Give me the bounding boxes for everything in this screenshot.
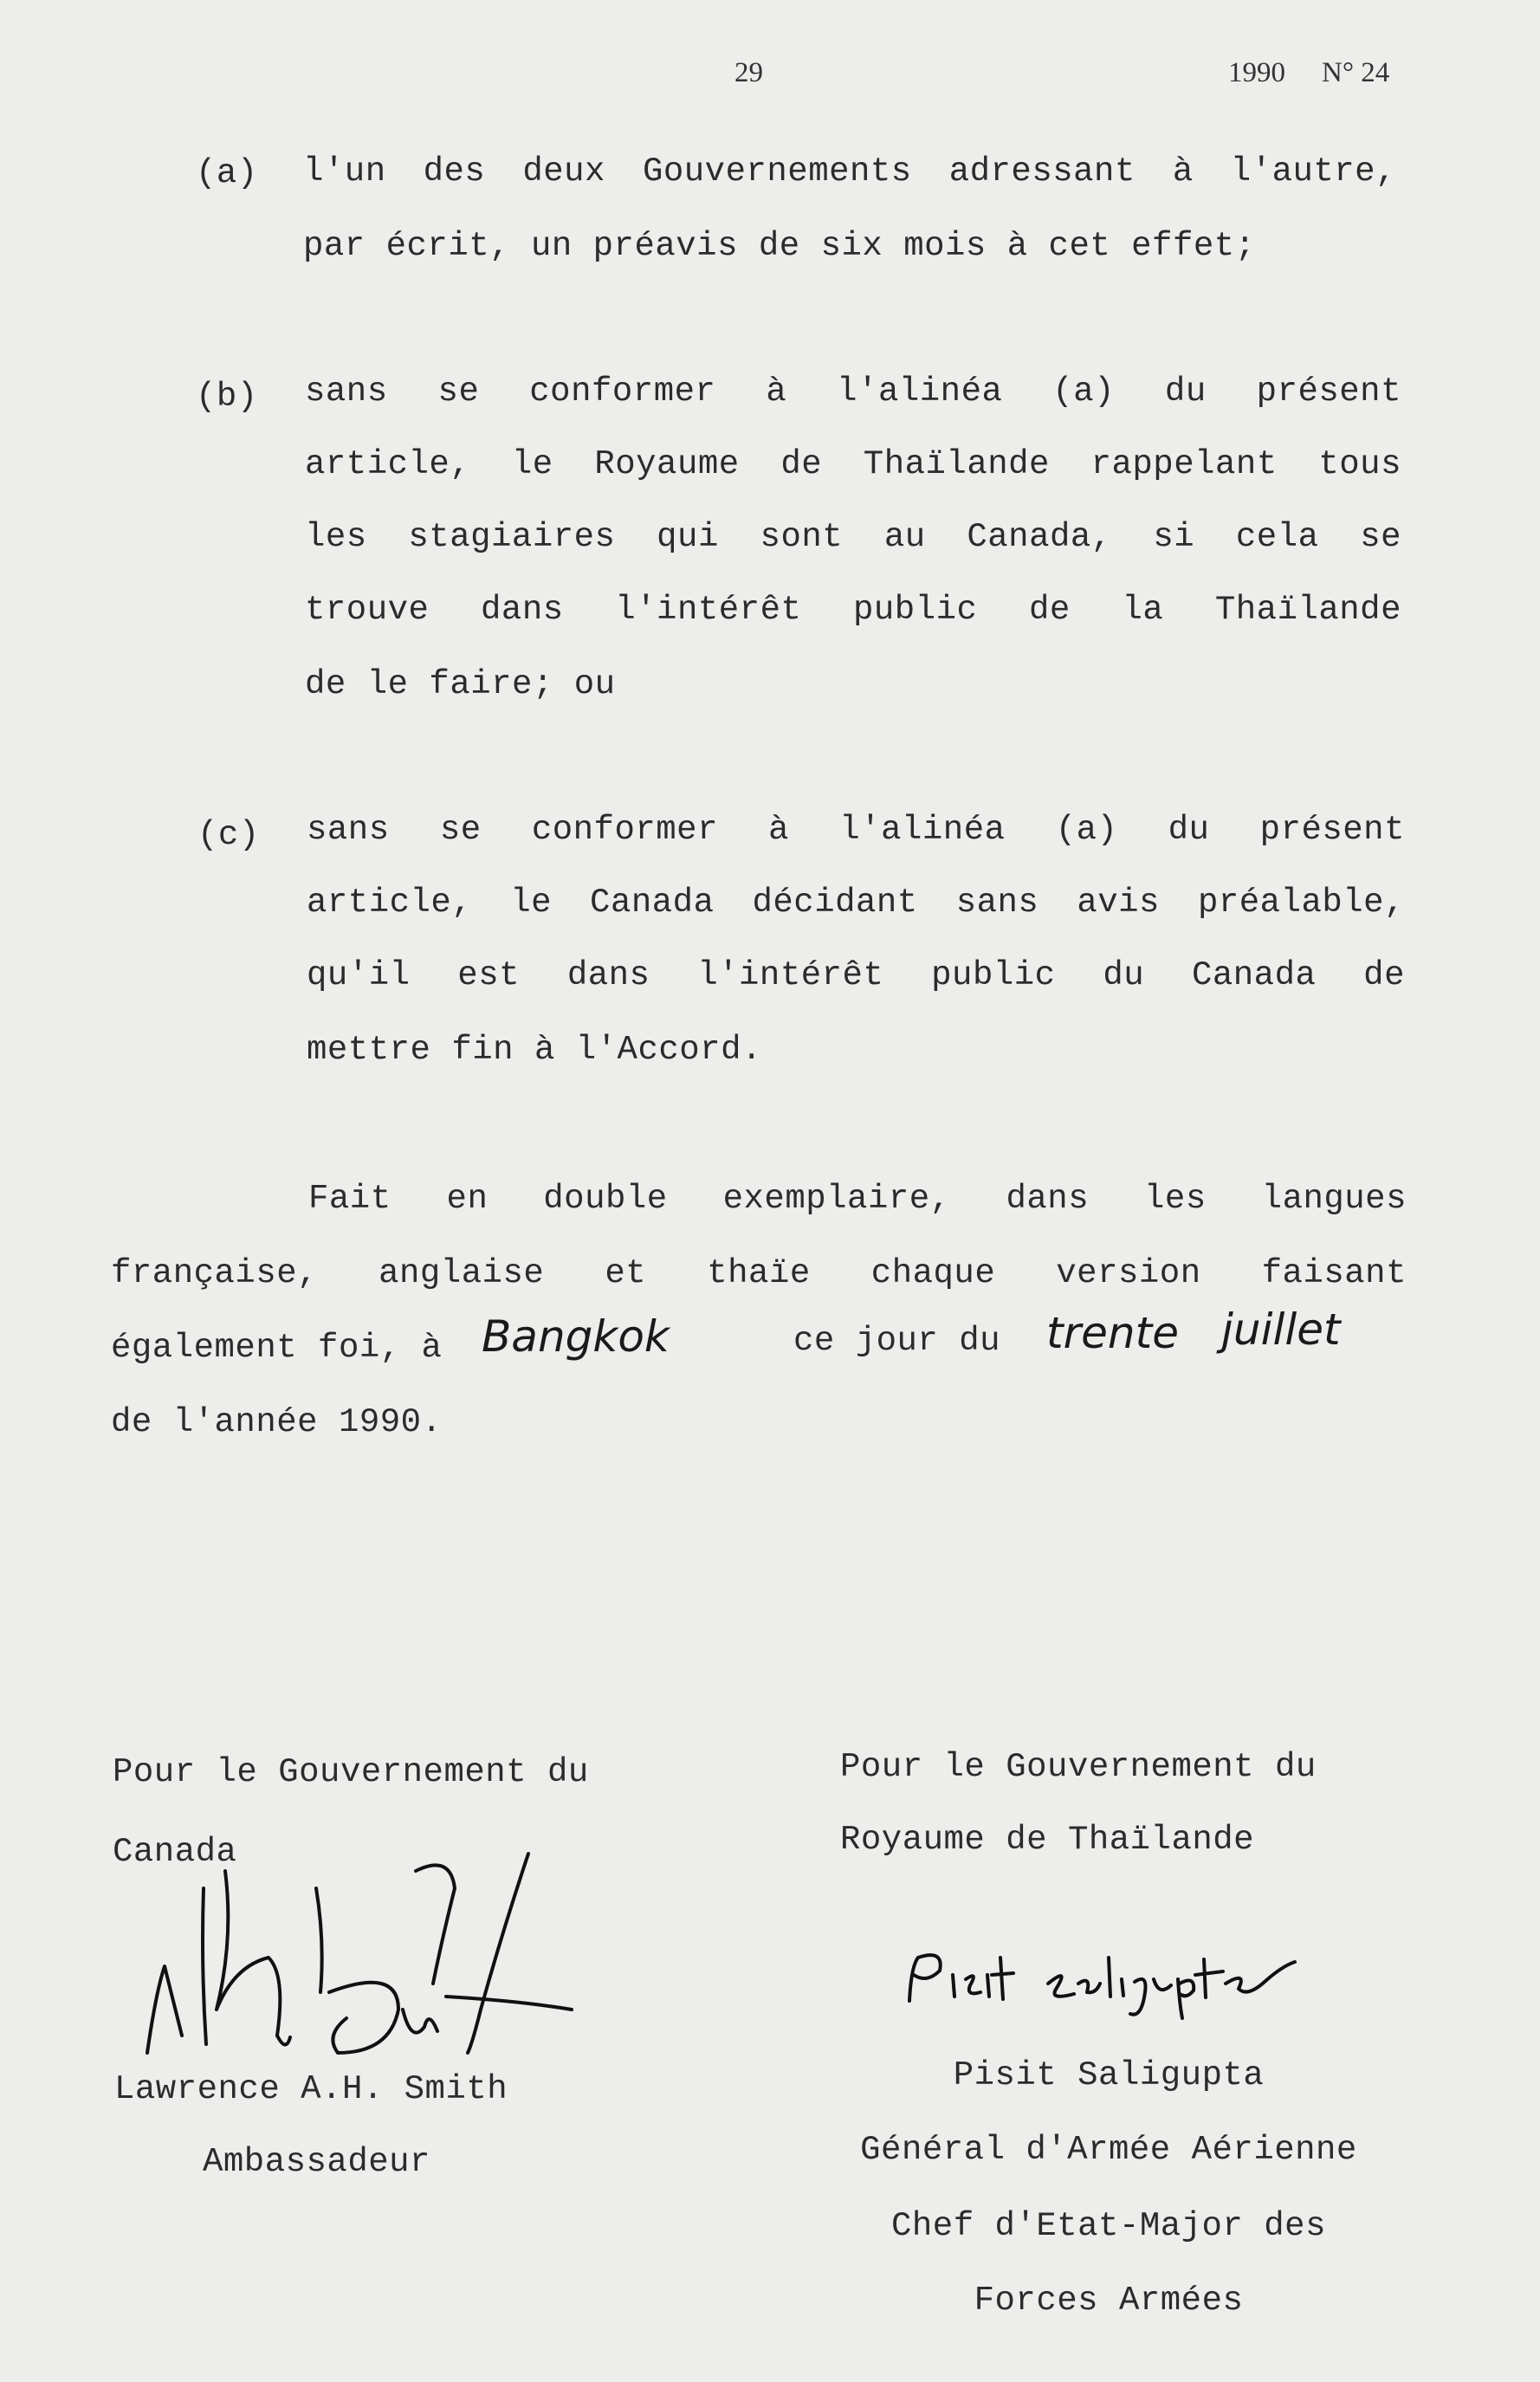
- item-c-line-3: qu'il est dans l'intérêt public du Canada de: [307, 956, 1405, 994]
- handwritten-month: juillet: [1221, 1304, 1341, 1355]
- item-c-line-4: mettre fin à l'Accord.: [307, 1031, 762, 1069]
- item-b-line-5: de le faire; ou: [305, 665, 616, 703]
- item-b-line-1: sans se conformer à l'alinéa (a) du présent: [305, 372, 1401, 411]
- item-c-line-1: sans se conformer à l'alinéa (a) du présent: [307, 811, 1405, 849]
- left-signatory-name: Lawrence A.H. Smith: [114, 2070, 508, 2108]
- right-signatory-name: Pisit Saligupta: [953, 2056, 1265, 2094]
- right-signature: [901, 1932, 1299, 2036]
- left-signatory-line-1: Pour le Gouvernement du: [113, 1753, 589, 1791]
- right-signatory-title-2: Chef d'Etat-Major des: [891, 2207, 1326, 2245]
- closing-line-3-prefix: également foi, à: [111, 1329, 443, 1367]
- page-number: 29: [734, 57, 763, 88]
- left-signature: [139, 1836, 589, 2096]
- closing-line-4: de l'année 1990.: [111, 1403, 443, 1441]
- item-b-marker: (b): [196, 378, 258, 416]
- header-year: 1990: [1228, 57, 1285, 88]
- item-a-line-1: l'un des deux Gouvernements adressant à l'autre,: [303, 152, 1396, 191]
- item-c-line-2: article, le Canada décidant sans avis préalable,: [307, 884, 1405, 922]
- item-b-line-4: trouve dans l'intérêt public de la Thaïlande: [305, 591, 1401, 629]
- item-a-marker: (a): [196, 154, 258, 192]
- handwritten-place: Bangkok: [482, 1311, 670, 1362]
- handwritten-day: trente: [1046, 1308, 1179, 1358]
- right-signatory-title-3: Forces Armées: [974, 2282, 1244, 2320]
- left-signatory-line-2: Canada: [113, 1833, 237, 1871]
- closing-line-1: Fait en double exemplaire, dans les langues: [308, 1180, 1407, 1218]
- closing-line-2: française, anglaise et thaïe chaque version faisant: [111, 1254, 1407, 1292]
- item-b-line-3: les stagiaires qui sont au Canada, si cela se: [305, 518, 1401, 556]
- closing-line-3-middle: ce jour du: [793, 1322, 1001, 1360]
- item-a-line-2: par écrit, un préavis de six mois à cet effet;: [303, 227, 1256, 265]
- item-c-marker: (c): [197, 816, 260, 854]
- item-b-line-2: article, le Royaume de Thaïlande rappelant tous: [305, 445, 1401, 483]
- header-number: N° 24: [1322, 57, 1390, 88]
- right-signatory-title-1: Général d'Armée Aérienne: [860, 2131, 1357, 2169]
- left-signatory-title: Ambassadeur: [203, 2143, 430, 2181]
- right-signatory-line-1: Pour le Gouvernement du: [840, 1748, 1317, 1786]
- right-signatory-line-2: Royaume de Thaïlande: [840, 1821, 1255, 1859]
